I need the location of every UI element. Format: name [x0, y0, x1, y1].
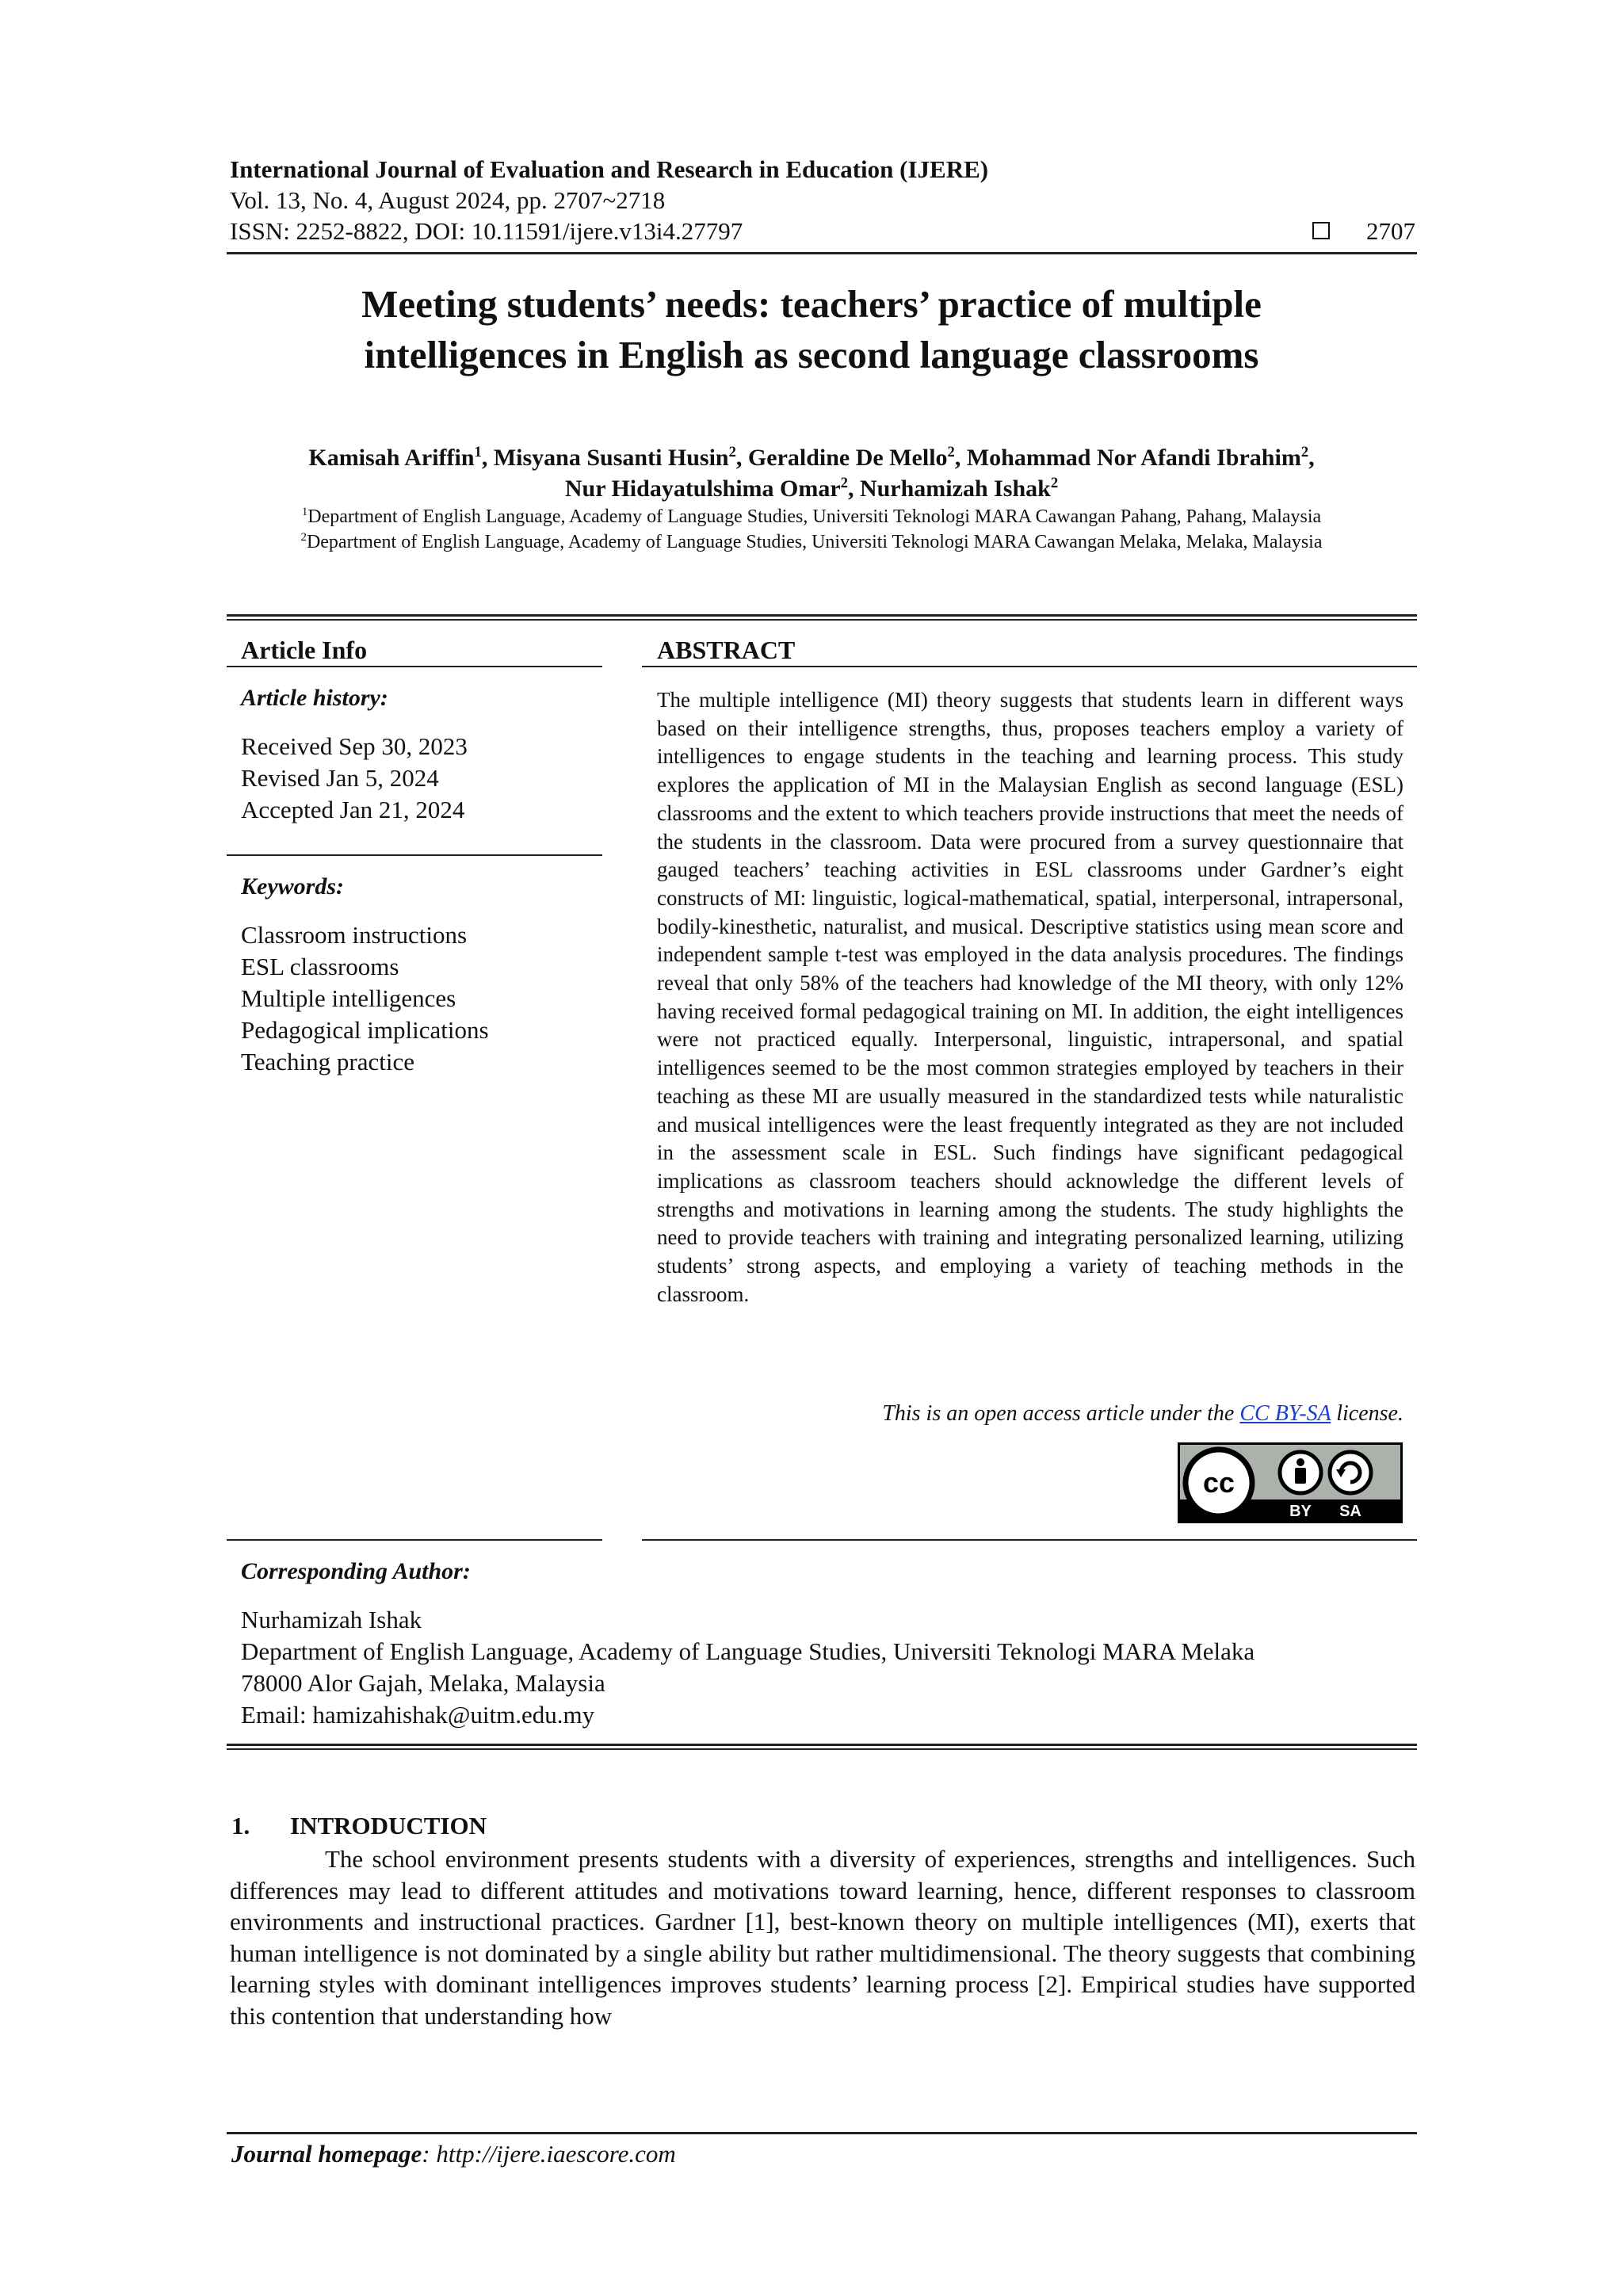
oa-suffix: license.	[1331, 1401, 1403, 1426]
journal-homepage-link[interactable]: http://ijere.iaescore.com	[436, 2140, 676, 2168]
abstract-bottom-rule	[642, 1539, 1417, 1541]
author-affil-sup: 2	[1300, 444, 1309, 460]
author-name: , Misyana Susanti Husin	[481, 445, 729, 471]
abstract-text: The multiple intelligence (MI) theory suggests that students learn in different ways based on their intelligence strengths, thus, proposes teachers employ a variety of intelligences to engage students in the teaching and learning process. This study explores the application of MI in the Malaysian English as second language (ESL) classrooms and the extent to which teachers provide instructions that meet the needs of the students in the classroom. Data were procured from a survey questionnaire that gauged teachers’ teaching activities in ESL classrooms under Gardner’s eight constructs of MI: linguistic, logical-mathematical, spatial, interpersonal, intrapersonal, bodily-kinesthetic, naturalist, and musical. Descriptive statistics using mean score and independent sample t-test was employed in the data analysis procedures. The findings reveal that only 58% of the teachers had knowledge of the MI theory, with only 12% having received formal pedagogical training on MI. In addition, the eight intelligences were not practiced equally. Interpersonal, linguistic, intrapersonal, and spatial intelligences seemed to be the most common strategies employed by teachers in their teaching as these MI are usually measured in the standardized tests while naturalistic and musical intelligences were the least frequently integrated as they are not included in the assessment scale in ESL. Such findings have significant pedagogical implications as classroom teachers should acknowledge the different levels of strengths and motivations in learning among the students. The study highlights the need to provide teachers with training and integrating personalized learning, utilizing students’ strong aspects, and employing a variety of teaching methods in the classroom.	[657, 688, 1403, 1306]
section-number: 1.	[231, 1812, 250, 1839]
affiliation-1	[158, 504, 1465, 529]
keyword-item: Teaching practice	[241, 1048, 414, 1075]
square-box-icon	[1312, 222, 1330, 239]
author-affil-sup: 2	[728, 444, 736, 460]
author-separator: ,	[1308, 445, 1315, 471]
introduction-paragraph: The school environment presents students with a diversity of experiences, strengths and intelligences. Such differences may lead to different attitudes and motivations toward learning, hence, different responses to classroom environments and instructional practices. Gardner [1], best-known theory on multiple intelligences (MI), exerts that human intelligence is not dominated by a single ability but rather multidimensional. The theory suggests that combining learning styles with dominant intelligences improves students’ learning process [2]. Empirical studies have supported this contention that understanding how	[230, 1845, 1415, 2030]
footer-rule	[227, 2132, 1417, 2134]
date-revised: Revised Jan 5, 2024	[241, 764, 439, 792]
article-info-heading: Article Info	[241, 636, 368, 664]
oa-prefix: This is an open access article under the	[882, 1401, 1240, 1426]
page-number: 2707	[1366, 217, 1415, 245]
history-rule	[227, 854, 602, 856]
journal-issn: ISSN: 2252-8822, DOI: 10.11591/ijere.v13i4.27797	[230, 217, 743, 245]
author-name: Nur Hidayatulshima Omar	[564, 476, 841, 502]
keyword-item: ESL classrooms	[241, 953, 399, 980]
info-top-rule	[227, 614, 1417, 617]
badge-by-label: BY	[1289, 1503, 1312, 1520]
cc-by-sa-badge-icon[interactable]	[1178, 1442, 1403, 1523]
article-info-rule	[227, 666, 602, 667]
author-name: , Mohammad Nor Afandi Ibrahim	[954, 445, 1301, 471]
author-affil-sup: 2	[1050, 475, 1059, 491]
open-access-statement	[657, 1401, 1403, 1427]
corresponding-bottom-rule-inner	[227, 1748, 1417, 1750]
affiliation-text: Department of English Language, Academy of Language Studies, Universiti Teknologi MARA Cawangan Pahang, Pahang, Malaysia	[307, 506, 1322, 527]
author-name: , Geraldine De Mello	[735, 445, 948, 471]
keyword-item: Pedagogical implications	[241, 1016, 489, 1044]
author-name: Kamisah Ariffin	[308, 445, 475, 471]
svg-text:cc: cc	[1202, 1466, 1235, 1499]
journal-volume: Vol. 13, No. 4, August 2024, pp. 2707~2718	[230, 186, 666, 214]
corresponding-author-address: 78000 Alor Gajah, Melaka, Malaysia	[241, 1669, 605, 1697]
corresponding-author-email: Email: hamizahishak@uitm.edu.my	[241, 1701, 595, 1729]
affiliation-2	[158, 529, 1465, 555]
author-affil-sup: 2	[840, 475, 848, 491]
header-rule	[227, 252, 1417, 254]
abstract-rule	[642, 666, 1417, 667]
author-affil-sup: 2	[947, 444, 955, 460]
keyword-item: Classroom instructions	[241, 921, 468, 949]
author-name: , Nurhamizah Ishak	[847, 476, 1051, 502]
author-affil-sup: 1	[474, 444, 482, 460]
paper-title-line-2: intelligences in English as second language classrooms	[364, 333, 1259, 376]
journal-name: International Journal of Evaluation and Research in Education (IJERE)	[230, 155, 989, 183]
date-received: Received Sep 30, 2023	[241, 732, 468, 760]
keyword-item: Multiple intelligences	[241, 984, 456, 1012]
keywords-heading: Keywords:	[241, 873, 344, 900]
cc-badge-graphic	[1178, 1442, 1403, 1523]
footer-separator: :	[422, 2140, 437, 2168]
footer	[231, 2140, 676, 2168]
corresponding-bottom-rule	[227, 1744, 1417, 1746]
affiliation-text: Department of English Language, Academy of Language Studies, Universiti Teknologi MARA Cawangan Melaka, Melaka, Malaysia	[306, 532, 1323, 552]
paper-title-line-1: Meeting students’ needs: teachers’ practice of multiple	[361, 282, 1262, 326]
introduction-heading: INTRODUCTION	[290, 1812, 487, 1839]
cc-by-sa-link[interactable]: CC BY-SA	[1239, 1401, 1331, 1426]
corresponding-author-heading: Corresponding Author:	[241, 1558, 471, 1584]
info-top-rule-inner	[227, 619, 1417, 621]
badge-sa-label: SA	[1339, 1503, 1361, 1520]
author-list-line-2	[230, 473, 1393, 504]
date-accepted: Accepted Jan 21, 2024	[241, 796, 465, 823]
affiliation-sup: 2	[300, 531, 307, 544]
corresponding-author-name: Nurhamizah Ishak	[241, 1606, 422, 1633]
author-list-line-1	[230, 442, 1393, 473]
info-bottom-rule	[227, 1539, 602, 1541]
footer-label: Journal homepage	[231, 2140, 422, 2168]
affiliation-sup: 1	[301, 506, 308, 518]
abstract-heading: ABSTRACT	[657, 636, 796, 664]
corresponding-author-department: Department of English Language, Academy of Language Studies, Universiti Teknologi MARA Melaka	[241, 1637, 1255, 1665]
article-history-heading: Article history:	[241, 685, 388, 711]
